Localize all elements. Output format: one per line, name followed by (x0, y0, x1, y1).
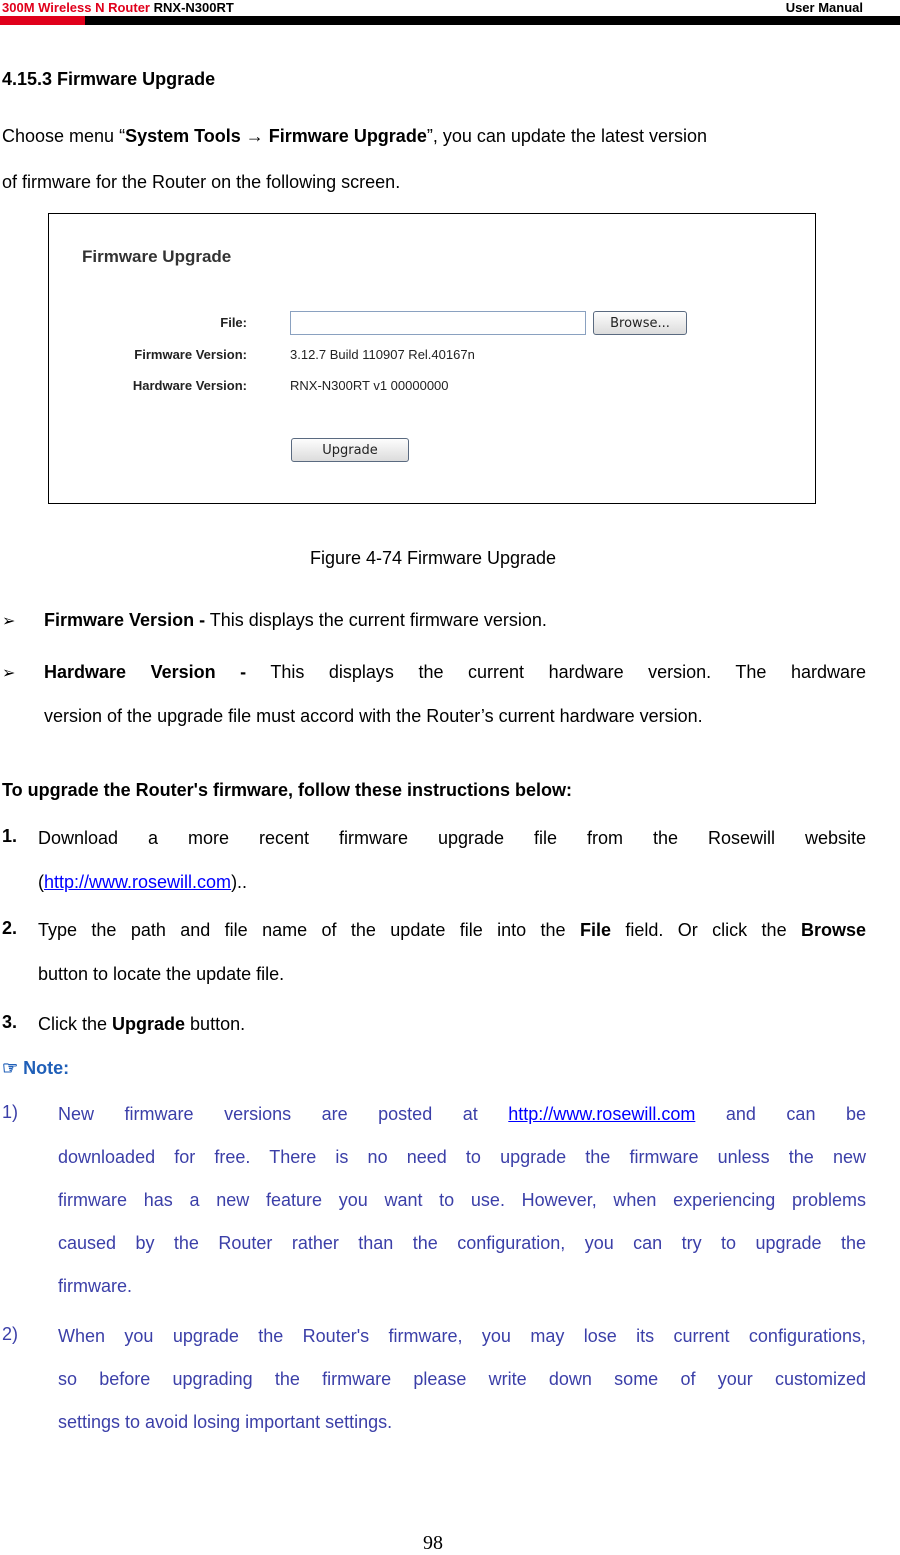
header-product-name: 300M Wireless N Router (2, 0, 150, 15)
note-1-line-3: firmware has a new feature you want to use. However, when experiencing problems (58, 1190, 866, 1210)
note-1-line-5: firmware. (58, 1276, 133, 1296)
note-2-line-1: When you upgrade the Router's firmware, you may lose its current configurations, (58, 1326, 866, 1346)
header-product (2, 0, 234, 15)
upgrade-button[interactable]: Upgrade (291, 438, 409, 462)
note-heading: ☞ Note: (2, 1058, 70, 1078)
bullet-arrow-icon: ➢ (2, 665, 16, 682)
page-number: 98 (423, 1532, 443, 1554)
header-manual: User Manual (785, 0, 863, 15)
header-model: RNX-N300RT (153, 0, 234, 15)
bullet-hardware-version-line2: version of the upgrade file must accord with the Router’s current hardware version. (44, 706, 703, 726)
step-1-line-1: Download a more recent firmware upgrade file from the Rosewill website (38, 828, 866, 848)
note-2-line-3: settings to avoid losing important settings. (58, 1412, 393, 1432)
screenshot-title: Firmware Upgrade (82, 247, 232, 266)
file-label: File: (220, 315, 247, 330)
firmware-upgrade-screenshot (48, 213, 816, 504)
hardware-version-value: RNX-N300RT v1 00000000 (290, 378, 449, 393)
note-2-line-2: so before upgrading the firmware please write down some of your customized (58, 1369, 866, 1389)
bullet-hardware-version: Hardware Version - This displays the current hardware version. The hardware (44, 662, 866, 682)
menu-path: System Tools → Firmware Upgrade (125, 126, 427, 146)
step-number: 2. (2, 918, 18, 938)
step-2-line-1: Type the path and file name of the update file into the File field. Or click the Browse (38, 920, 866, 940)
bullet-firmware-version: Firmware Version - This displays the current firmware version. (44, 610, 547, 630)
step-2-line-2: button to locate the update file. (38, 964, 285, 984)
note-number: 1) (2, 1102, 19, 1122)
step-number: 3. (2, 1012, 18, 1032)
firmware-version-label: Firmware Version: (134, 347, 247, 362)
intro-line-2: of firmware for the Router on the following screen. (2, 172, 401, 192)
browse-button[interactable]: Browse... (593, 311, 687, 335)
note-1-line-2: downloaded for free. There is no need to upgrade the firmware unless the new (58, 1147, 866, 1167)
figure-caption: Figure 4-74 Firmware Upgrade (309, 548, 557, 568)
header-rule (0, 16, 900, 25)
step-1-line-2: (http://www.rosewill.com).. (38, 872, 248, 892)
hardware-version-label: Hardware Version: (132, 378, 247, 393)
note-1-line-4: caused by the Router rather than the configuration, you can try to upgrade the (58, 1233, 866, 1253)
rosewill-link[interactable]: http://www.rosewill.com (44, 872, 232, 892)
file-input[interactable] (290, 311, 586, 335)
header-rule-accent (0, 16, 85, 25)
pointing-hand-icon: ☞ (2, 1058, 19, 1078)
step-number: 1. (2, 826, 18, 846)
note-number: 2) (2, 1324, 19, 1344)
firmware-version-value: 3.12.7 Build 110907 Rel.40167n (290, 347, 475, 362)
intro-line-1: Choose menu “System Tools → Firmware Upgrade”, you can update the latest version (2, 126, 707, 146)
instructions-heading: To upgrade the Router's firmware, follow these instructions below: (2, 780, 573, 800)
step-3-line: Click the Upgrade button. (38, 1014, 246, 1034)
rosewill-link[interactable]: http://www.rosewill.com (508, 1104, 696, 1124)
bullet-arrow-icon: ➢ (2, 613, 16, 630)
section-title: 4.15.3 Firmware Upgrade (2, 69, 216, 89)
note-1-line-1: New firmware versions are posted at http://www.rosewill.com and can be (58, 1104, 867, 1124)
